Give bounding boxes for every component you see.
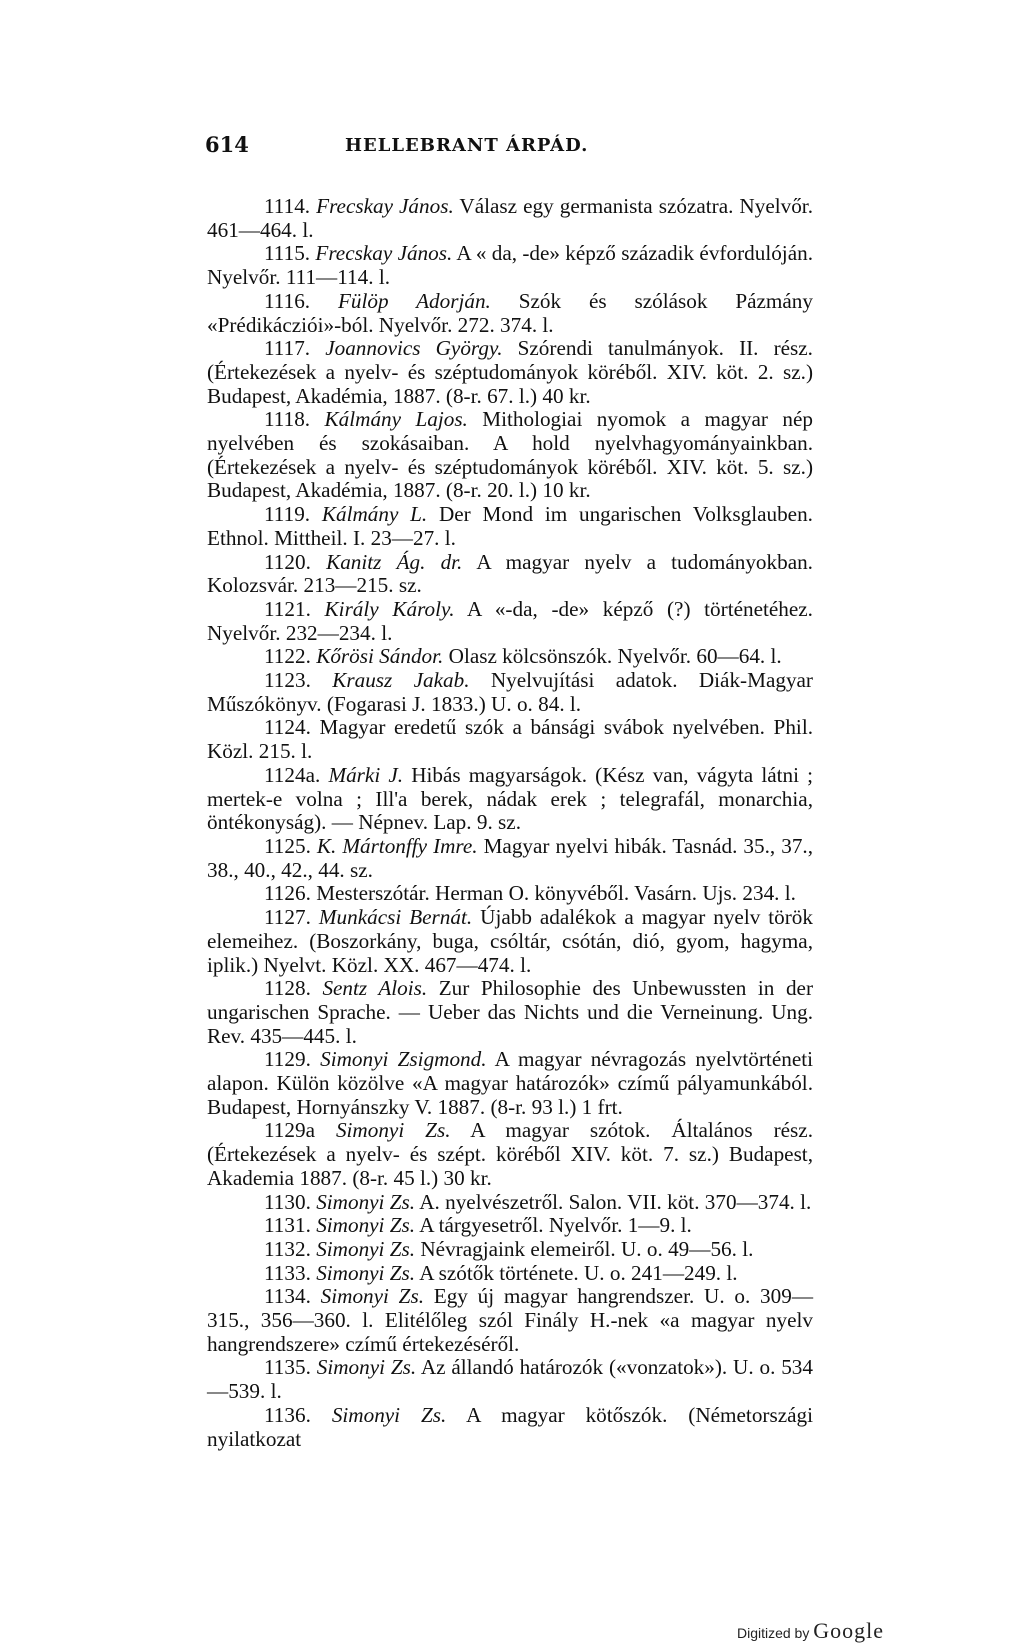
entry-number: 1136.	[264, 1402, 332, 1427]
entry-text: A «-da, -de» képző (?) történetéhez. Nyelvőr. 232—234. l.	[207, 596, 813, 645]
entry-number: 1127.	[264, 905, 319, 930]
entry-number: 1133.	[264, 1260, 317, 1285]
entry-author: Fülöp Adorján.	[337, 288, 491, 313]
entry-author: Simonyi Zs.	[331, 1402, 447, 1427]
running-head: HELLEBRANT ÁRPÁD.	[345, 135, 589, 156]
entry-text: Nyelvujítási adatok. Diák-Magyar Műszókönyv. (Fogarasi J. 1833.) U. o. 84. l.	[207, 668, 813, 716]
entry-text: A. nyelvészetről. Salon. VII. köt. 370—374. l.	[415, 1189, 812, 1214]
entry-author: Frecskay János.	[315, 241, 453, 266]
entry-author: Simonyi Zs.	[316, 1260, 416, 1285]
bibliography-entry	[207, 764, 813, 835]
entry-text: Újabb adalékok a magyar nyelv török elemeihez. (Boszorkány, buga, csóltár, csótán, dió, gyom, hagyma, iplik.) Nyelvt. Közl. XX. 467—474. l.	[207, 905, 813, 977]
bibliography-entry	[207, 1214, 813, 1238]
entry-author: Simonyi Zs.	[316, 1355, 417, 1380]
entry-number: 1131.	[264, 1213, 317, 1238]
entry-author: Kőrösi Sándor.	[316, 644, 444, 669]
page-header	[205, 132, 810, 162]
bibliography-entry	[207, 1119, 813, 1190]
entry-author: Simonyi Zs.	[316, 1189, 416, 1214]
entry-text: A szótők története. U. o. 241—249. l.	[415, 1260, 738, 1285]
entry-author: Simonyi Zs.	[335, 1118, 451, 1143]
bibliography-entry	[207, 906, 813, 977]
entry-number: 1135.	[264, 1355, 317, 1380]
entry-text: Der Mond im ungarischen Volksglauben. Ethnol. Mittheil. I. 23—27. l.	[207, 502, 813, 550]
entry-text: Szók és szólások Pázmány «Prédikácziói»-ból. Nyelvőr. 272. 374. l.	[207, 288, 813, 337]
entry-author: Simonyi Zsigmond.	[320, 1047, 487, 1072]
bibliography-entry	[207, 1356, 813, 1403]
entry-number: 1130.	[264, 1189, 317, 1214]
entry-number: 1120.	[264, 549, 327, 574]
entry-author: Simonyi Zs.	[316, 1213, 416, 1238]
entry-text: A magyar kötőszók. (Németországi nyilatkozat	[207, 1402, 814, 1451]
entry-text: A magyar névragozás nyelvtörténeti alapon. Külön közölve «A magyar határozók» czímű pályamunkából. Budapest, Hornyánszky V. 1887. (8-r. 93 l.) 1 frt.	[207, 1047, 813, 1119]
entry-author: K. Mártonffy Imre.	[316, 833, 478, 858]
entry-number: 1132.	[264, 1236, 317, 1261]
entry-text: A tárgyesetről. Nyelvőr. 1—9. l.	[415, 1213, 692, 1238]
entry-author: Király Károly.	[324, 596, 455, 621]
entry-author: Munkácsi Bernát.	[318, 905, 473, 930]
entry-text: Magyar eredetű szók a bánsági svábok nyelvében. Phil. Közl. 215. l.	[207, 715, 814, 764]
entry-number: 1123.	[264, 668, 333, 693]
entry-text: Mithologiai nyomok a magyar nép nyelvében és szokásaiban. A hold nyelvhagyományainkban. (Értekezések a nyelv- és széptudományok köréből. XIV. köt. 5. sz.) Budapest, Akadémia, 1887. (8-r. 20. l.) 10 kr.	[207, 407, 813, 503]
bibliography-entry	[207, 1285, 813, 1356]
bibliography-entry	[207, 551, 813, 598]
entry-text: Olasz kölcsönszók. Nyelvőr. 60—64. l.	[443, 644, 782, 669]
entry-author: Frecskay János.	[316, 194, 454, 218]
bibliography-entry	[207, 1262, 813, 1286]
page-number: 614	[205, 132, 249, 157]
entry-number: 1124.	[264, 715, 320, 740]
entry-text: A magyar nyelv a tudományokban. Kolozsvár. 213—215. sz.	[207, 549, 813, 598]
entry-number: 1116.	[264, 288, 338, 313]
entry-author: Kanitz Ág. dr.	[326, 549, 463, 574]
bibliography-entry	[207, 598, 813, 645]
entry-number: 1118.	[264, 407, 325, 432]
entry-text: Válasz egy germanista szózatra. Nyelvőr. 461—464. l.	[207, 194, 813, 242]
entry-number: 1115.	[264, 241, 316, 266]
entry-author: Joannovics György.	[325, 336, 503, 361]
entry-text: Hibás magyarságok. (Kész van, vágyta látni ; mertek-e volna ; Ill'a berek, nádak erek ; telegrafál, monarchia, öntékonyság). — Népnev. Lap. 9. sz.	[207, 762, 814, 835]
bibliography-entry	[207, 408, 813, 503]
entry-author: Krausz Jakab.	[332, 668, 470, 693]
entry-number: 1122.	[264, 644, 317, 669]
bibliography-entry	[207, 1238, 813, 1262]
bibliography-list	[207, 195, 813, 1451]
bibliography-entry	[207, 882, 813, 906]
bibliography-entry	[207, 503, 813, 550]
bibliography-entry	[207, 337, 813, 408]
entry-text: Zur Philosophie des Unbewussten in der ungarischen Sprache. — Ueber das Nichts und die Verneinung. Ung. Rev. 435—445. l.	[207, 976, 813, 1048]
entry-number: 1134.	[264, 1284, 321, 1309]
bibliography-entry	[207, 242, 813, 289]
bibliography-entry	[207, 1048, 813, 1119]
watermark-brand: Google	[813, 1618, 884, 1643]
bibliography-entry	[207, 835, 813, 882]
entry-number: 1125.	[264, 833, 317, 858]
entry-text: Mesterszótár. Herman O. könyvéből. Vasárn. Ujs. 234. l.	[316, 881, 796, 906]
entry-text: Egy új magyar hangrendszer. U. o. 309—315., 356—360. l. Elitélőleg szól Finály H.-nek «a magyar nyelv hangrendszere» czímű értekezéséről.	[207, 1284, 814, 1356]
entry-author: Márki J.	[328, 762, 404, 787]
entry-number: 1129.	[264, 1047, 321, 1072]
entry-text: A « da, -de» képző századik évfordulóján. Nyelvőr. 111—114. l.	[207, 241, 813, 290]
entry-author: Sentz Alois.	[322, 976, 428, 1001]
bibliography-entry	[207, 716, 813, 763]
entry-author: Kálmány L.	[321, 502, 428, 527]
entry-text: Az állandó határozók («vonzatok»). U. o. 534—539. l.	[207, 1355, 813, 1404]
entry-number: 1119.	[264, 502, 322, 527]
bibliography-entry	[207, 290, 813, 337]
bibliography-entry	[207, 1191, 813, 1215]
entry-text: A magyar szótok. Általános rész. (Értekezések a nyelv- és szépt. köréből XIV. köt. 7. sz.) Budapest, Akademia 1887. (8-r. 45 l.) 30 kr.	[207, 1118, 813, 1190]
entry-text: Névragjaink elemeiről. U. o. 49—56. l.	[415, 1236, 754, 1261]
entry-number: 1126.	[264, 881, 317, 906]
bibliography-entry	[207, 669, 813, 716]
entry-author: Simonyi Zs.	[316, 1236, 416, 1261]
entry-number: 1129a	[264, 1118, 336, 1143]
entry-text: Szórendi tanulmányok. II. rész. (Értekezések a nyelv- és széptudományok köréből. XIV. köt. 2. sz.) Budapest, Akadémia, 1887. (8-r. 67. l.) 40 kr.	[207, 336, 813, 408]
bibliography-entry	[207, 645, 813, 669]
watermark-prefix: Digitized by	[736, 1625, 810, 1641]
entry-number: 1128.	[264, 976, 323, 1001]
entry-author: Simonyi Zs.	[320, 1284, 425, 1309]
digitized-watermark	[737, 1618, 884, 1644]
bibliography-entry	[207, 195, 813, 242]
bibliography-entry	[207, 1404, 813, 1451]
bibliography-entry	[207, 977, 813, 1048]
entry-text: Magyar nyelvi hibák. Tasnád. 35., 37., 38., 40., 42., 44. sz.	[207, 833, 814, 882]
entry-number: 1114.	[264, 194, 317, 218]
entry-author: Kálmány Lajos.	[324, 407, 468, 432]
entry-number: 1124a.	[264, 762, 329, 787]
entry-number: 1117.	[264, 336, 326, 361]
entry-number: 1121.	[264, 596, 325, 621]
